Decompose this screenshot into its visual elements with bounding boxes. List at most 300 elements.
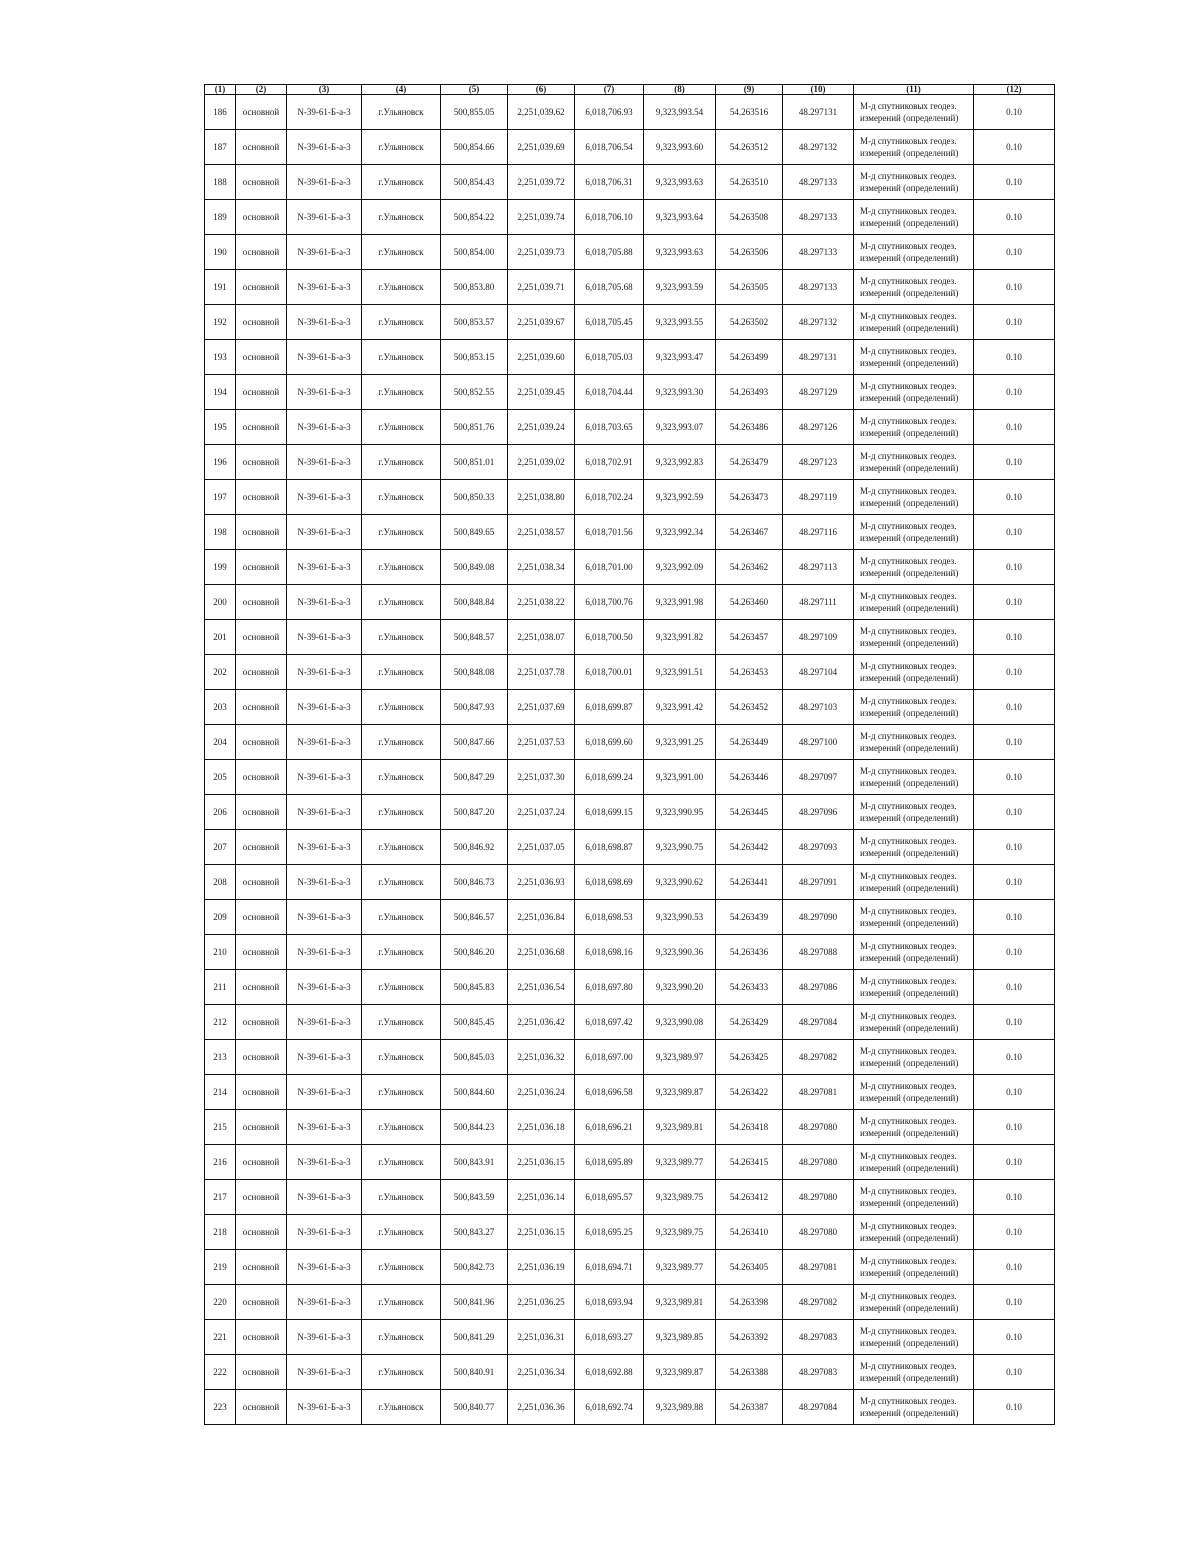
col-accuracy-cell: 0.10 (974, 1005, 1055, 1040)
col-x-cell: 500,847.29 (441, 760, 508, 795)
col-sheet-cell: N-39-61-Б-а-3 (287, 760, 362, 795)
col-point-number-cell: 209 (205, 900, 236, 935)
col-x2-cell: 6,018,700.76 (575, 585, 644, 620)
col-x-cell: 500,849.65 (441, 515, 508, 550)
col-latitude-cell: 54.263516 (716, 95, 783, 130)
col-type-cell: основной (236, 1110, 287, 1145)
col-type-cell: основной (236, 515, 287, 550)
table-row (205, 970, 1055, 1005)
col-point-number-cell: 206 (205, 795, 236, 830)
col-type-cell: основной (236, 550, 287, 585)
col-sheet-cell: N-39-61-Б-а-3 (287, 585, 362, 620)
col-x2-cell: 6,018,697.42 (575, 1005, 644, 1040)
col-longitude-cell: 48.297088 (783, 935, 854, 970)
col-latitude-cell: 54.263493 (716, 375, 783, 410)
col-point-number-cell: 216 (205, 1145, 236, 1180)
col-latitude-cell: 54.263467 (716, 515, 783, 550)
col-locality-cell: г.Ульяновск (362, 480, 441, 515)
col-point-number-cell: 208 (205, 865, 236, 900)
col-latitude-cell: 54.263442 (716, 830, 783, 865)
col-latitude-cell: 54.263441 (716, 865, 783, 900)
table-row (205, 130, 1055, 165)
col-y-cell: 2,251,036.15 (508, 1215, 575, 1250)
col-point-number-cell: 213 (205, 1040, 236, 1075)
col-locality-cell: г.Ульяновск (362, 130, 441, 165)
col-locality-cell: г.Ульяновск (362, 375, 441, 410)
col-sheet-cell: N-39-61-Б-а-3 (287, 1040, 362, 1075)
table-row (205, 375, 1055, 410)
col-type-cell: основной (236, 375, 287, 410)
col-accuracy-cell: 0.10 (974, 165, 1055, 200)
col-x2-cell: 6,018,701.56 (575, 515, 644, 550)
col-point-number-cell: 223 (205, 1390, 236, 1425)
table-row (205, 655, 1055, 690)
col-locality-cell: г.Ульяновск (362, 970, 441, 1005)
table-row (205, 1390, 1055, 1425)
col-y2-cell: 9,323,989.77 (644, 1145, 716, 1180)
col-x-cell: 500,840.77 (441, 1390, 508, 1425)
col-point-number-cell: 222 (205, 1355, 236, 1390)
col-method-cell: М-д спутниковых геодез. измерений (определений) (854, 1250, 974, 1285)
col-accuracy-cell: 0.10 (974, 900, 1055, 935)
col-longitude-cell: 48.297090 (783, 900, 854, 935)
col-accuracy-cell: 0.10 (974, 410, 1055, 445)
col-longitude-cell: 48.297100 (783, 725, 854, 760)
col-accuracy-cell: 0.10 (974, 655, 1055, 690)
col-type-cell: основной (236, 1145, 287, 1180)
col-y-cell: 2,251,038.34 (508, 550, 575, 585)
col-accuracy-cell: 0.10 (974, 1355, 1055, 1390)
col-locality-cell: г.Ульяновск (362, 200, 441, 235)
col-x-cell: 500,841.29 (441, 1320, 508, 1355)
table-row (205, 515, 1055, 550)
col-locality-cell: г.Ульяновск (362, 410, 441, 445)
col-type-cell: основной (236, 795, 287, 830)
col-x2-cell: 6,018,692.88 (575, 1355, 644, 1390)
col-accuracy-cell: 0.10 (974, 1110, 1055, 1145)
col-point-number-cell: 215 (205, 1110, 236, 1145)
col-sheet-cell: N-39-61-Б-а-3 (287, 725, 362, 760)
col-method-cell: М-д спутниковых геодез. измерений (определений) (854, 445, 974, 480)
col-method-cell: М-д спутниковых геодез. измерений (определений) (854, 1005, 974, 1040)
col-y2-cell: 9,323,992.09 (644, 550, 716, 585)
col-y-cell: 2,251,039.69 (508, 130, 575, 165)
col-y2-cell: 9,323,989.85 (644, 1320, 716, 1355)
col-y2-cell: 9,323,990.62 (644, 865, 716, 900)
col-method-cell: М-д спутниковых геодез. измерений (определений) (854, 340, 974, 375)
col-y2-cell: 9,323,993.07 (644, 410, 716, 445)
col-x-cell: 500,840.91 (441, 1355, 508, 1390)
col-type-cell: основной (236, 1250, 287, 1285)
col-sheet-cell: N-39-61-Б-а-3 (287, 200, 362, 235)
col-locality-cell: г.Ульяновск (362, 1145, 441, 1180)
col-x-cell: 500,843.59 (441, 1180, 508, 1215)
table-row (205, 690, 1055, 725)
col-method-cell: М-д спутниковых геодез. измерений (определений) (854, 235, 974, 270)
col-x-cell: 500,846.20 (441, 935, 508, 970)
col-x-cell: 500,854.43 (441, 165, 508, 200)
col-type-cell: основной (236, 130, 287, 165)
col-point-number-header: (1) (205, 85, 236, 95)
col-point-number-cell: 210 (205, 935, 236, 970)
col-accuracy-cell: 0.10 (974, 760, 1055, 795)
col-sheet-cell: N-39-61-Б-а-3 (287, 935, 362, 970)
col-method-cell: М-д спутниковых геодез. измерений (определений) (854, 480, 974, 515)
col-latitude-cell: 54.263425 (716, 1040, 783, 1075)
col-locality-cell: г.Ульяновск (362, 935, 441, 970)
col-locality-cell: г.Ульяновск (362, 1285, 441, 1320)
col-accuracy-cell: 0.10 (974, 480, 1055, 515)
col-x2-cell: 6,018,699.15 (575, 795, 644, 830)
col-longitude-cell: 48.297129 (783, 375, 854, 410)
col-point-number-cell: 190 (205, 235, 236, 270)
col-accuracy-cell: 0.10 (974, 550, 1055, 585)
col-y2-cell: 9,323,990.08 (644, 1005, 716, 1040)
coordinates-table (204, 84, 1055, 1425)
col-x2-cell: 6,018,706.10 (575, 200, 644, 235)
col-latitude-cell: 54.263512 (716, 130, 783, 165)
col-x-cell: 500,848.84 (441, 585, 508, 620)
col-accuracy-cell: 0.10 (974, 795, 1055, 830)
col-x-cell: 500,844.60 (441, 1075, 508, 1110)
col-latitude-cell: 54.263486 (716, 410, 783, 445)
col-method-header: (11) (854, 85, 974, 95)
col-locality-cell: г.Ульяновск (362, 620, 441, 655)
col-y-cell: 2,251,036.24 (508, 1075, 575, 1110)
col-sheet-cell: N-39-61-Б-а-3 (287, 340, 362, 375)
col-latitude-cell: 54.263457 (716, 620, 783, 655)
col-longitude-cell: 48.297080 (783, 1180, 854, 1215)
col-y2-header: (8) (644, 85, 716, 95)
col-y-cell: 2,251,039.02 (508, 445, 575, 480)
col-longitude-cell: 48.297093 (783, 830, 854, 865)
col-y-cell: 2,251,039.24 (508, 410, 575, 445)
col-type-cell: основной (236, 1180, 287, 1215)
col-sheet-cell: N-39-61-Б-а-3 (287, 865, 362, 900)
col-type-header: (2) (236, 85, 287, 95)
col-locality-cell: г.Ульяновск (362, 235, 441, 270)
col-y-cell: 2,251,037.53 (508, 725, 575, 760)
col-x2-cell: 6,018,698.53 (575, 900, 644, 935)
col-y2-cell: 9,323,993.55 (644, 305, 716, 340)
col-locality-cell: г.Ульяновск (362, 725, 441, 760)
col-y-cell: 2,251,039.62 (508, 95, 575, 130)
col-y2-cell: 9,323,992.59 (644, 480, 716, 515)
col-method-cell: М-д спутниковых геодез. измерений (определений) (854, 690, 974, 725)
col-sheet-cell: N-39-61-Б-а-3 (287, 1355, 362, 1390)
col-y2-cell: 9,323,989.77 (644, 1250, 716, 1285)
col-latitude-cell: 54.263499 (716, 340, 783, 375)
col-sheet-cell: N-39-61-Б-а-3 (287, 690, 362, 725)
col-latitude-cell: 54.263446 (716, 760, 783, 795)
col-accuracy-cell: 0.10 (974, 375, 1055, 410)
col-point-number-cell: 192 (205, 305, 236, 340)
col-latitude-cell: 54.263412 (716, 1180, 783, 1215)
col-method-cell: М-д спутниковых геодез. измерений (определений) (854, 550, 974, 585)
col-y-cell: 2,251,036.18 (508, 1110, 575, 1145)
col-x-cell: 500,854.22 (441, 200, 508, 235)
col-x2-cell: 6,018,702.24 (575, 480, 644, 515)
col-x2-cell: 6,018,698.87 (575, 830, 644, 865)
col-point-number-cell: 220 (205, 1285, 236, 1320)
table-row (205, 795, 1055, 830)
col-point-number-cell: 221 (205, 1320, 236, 1355)
table-row (205, 165, 1055, 200)
col-latitude-cell: 54.263388 (716, 1355, 783, 1390)
col-longitude-cell: 48.297111 (783, 585, 854, 620)
col-locality-cell: г.Ульяновск (362, 550, 441, 585)
col-sheet-cell: N-39-61-Б-а-3 (287, 1075, 362, 1110)
col-type-cell: основной (236, 1285, 287, 1320)
col-sheet-cell: N-39-61-Б-а-3 (287, 1145, 362, 1180)
table-row (205, 620, 1055, 655)
col-accuracy-cell: 0.10 (974, 620, 1055, 655)
col-longitude-cell: 48.297123 (783, 445, 854, 480)
col-x-header: (5) (441, 85, 508, 95)
table-row (205, 760, 1055, 795)
col-locality-cell: г.Ульяновск (362, 1320, 441, 1355)
table-row (205, 1110, 1055, 1145)
table-row (205, 900, 1055, 935)
col-accuracy-cell: 0.10 (974, 305, 1055, 340)
col-accuracy-cell: 0.10 (974, 1040, 1055, 1075)
col-type-cell: основной (236, 340, 287, 375)
col-x-cell: 500,842.73 (441, 1250, 508, 1285)
col-y-cell: 2,251,038.07 (508, 620, 575, 655)
col-accuracy-cell: 0.10 (974, 690, 1055, 725)
col-longitude-cell: 48.297080 (783, 1110, 854, 1145)
col-sheet-cell: N-39-61-Б-а-3 (287, 165, 362, 200)
col-locality-cell: г.Ульяновск (362, 340, 441, 375)
col-method-cell: М-д спутниковых геодез. измерений (определений) (854, 865, 974, 900)
col-type-cell: основной (236, 865, 287, 900)
col-y-cell: 2,251,038.22 (508, 585, 575, 620)
col-x2-cell: 6,018,703.65 (575, 410, 644, 445)
col-point-number-cell: 188 (205, 165, 236, 200)
col-sheet-cell: N-39-61-Б-а-3 (287, 1110, 362, 1145)
table-row (205, 235, 1055, 270)
col-type-cell: основной (236, 1390, 287, 1425)
col-point-number-cell: 199 (205, 550, 236, 585)
col-type-cell: основной (236, 585, 287, 620)
col-y2-cell: 9,323,991.98 (644, 585, 716, 620)
col-method-cell: М-д спутниковых геодез. измерений (определений) (854, 1355, 974, 1390)
col-sheet-cell: N-39-61-Б-а-3 (287, 1285, 362, 1320)
col-longitude-cell: 48.297091 (783, 865, 854, 900)
col-y-cell: 2,251,036.93 (508, 865, 575, 900)
col-longitude-cell: 48.297132 (783, 305, 854, 340)
col-method-cell: М-д спутниковых геодез. измерений (определений) (854, 1075, 974, 1110)
col-point-number-cell: 195 (205, 410, 236, 445)
col-y2-cell: 9,323,991.51 (644, 655, 716, 690)
col-latitude-cell: 54.263505 (716, 270, 783, 305)
col-longitude-cell: 48.297131 (783, 340, 854, 375)
col-y2-cell: 9,323,993.63 (644, 235, 716, 270)
col-method-cell: М-д спутниковых геодез. измерений (определений) (854, 760, 974, 795)
col-y-cell: 2,251,036.84 (508, 900, 575, 935)
col-longitude-cell: 48.297131 (783, 95, 854, 130)
col-sheet-cell: N-39-61-Б-а-3 (287, 1005, 362, 1040)
table-row (205, 830, 1055, 865)
col-y2-cell: 9,323,990.95 (644, 795, 716, 830)
col-latitude-cell: 54.263436 (716, 935, 783, 970)
table-row (205, 270, 1055, 305)
col-y2-cell: 9,323,989.75 (644, 1215, 716, 1250)
col-x-cell: 500,851.01 (441, 445, 508, 480)
col-accuracy-cell: 0.10 (974, 340, 1055, 375)
col-longitude-cell: 48.297133 (783, 165, 854, 200)
table-header (205, 85, 1055, 95)
col-accuracy-header: (12) (974, 85, 1055, 95)
col-locality-cell: г.Ульяновск (362, 865, 441, 900)
col-y-cell: 2,251,036.14 (508, 1180, 575, 1215)
col-x-cell: 500,847.93 (441, 690, 508, 725)
col-x-cell: 500,853.15 (441, 340, 508, 375)
col-type-cell: основной (236, 1320, 287, 1355)
col-type-cell: основной (236, 410, 287, 445)
col-y-cell: 2,251,037.24 (508, 795, 575, 830)
col-accuracy-cell: 0.10 (974, 1285, 1055, 1320)
col-latitude-cell: 54.263410 (716, 1215, 783, 1250)
table-row (205, 550, 1055, 585)
col-y2-cell: 9,323,990.53 (644, 900, 716, 935)
col-accuracy-cell: 0.10 (974, 95, 1055, 130)
table-row (205, 1320, 1055, 1355)
col-longitude-cell: 48.297126 (783, 410, 854, 445)
col-point-number-cell: 194 (205, 375, 236, 410)
col-longitude-cell: 48.297119 (783, 480, 854, 515)
col-latitude-cell: 54.263502 (716, 305, 783, 340)
col-type-cell: основной (236, 445, 287, 480)
col-locality-cell: г.Ульяновск (362, 305, 441, 340)
col-y-cell: 2,251,036.25 (508, 1285, 575, 1320)
col-accuracy-cell: 0.10 (974, 935, 1055, 970)
col-x-cell: 500,845.03 (441, 1040, 508, 1075)
col-x2-cell: 6,018,700.50 (575, 620, 644, 655)
col-latitude-cell: 54.263392 (716, 1320, 783, 1355)
col-longitude-header: (10) (783, 85, 854, 95)
col-y2-cell: 9,323,989.81 (644, 1285, 716, 1320)
col-method-cell: М-д спутниковых геодез. измерений (определений) (854, 515, 974, 550)
col-accuracy-cell: 0.10 (974, 1180, 1055, 1215)
col-y2-cell: 9,323,992.83 (644, 445, 716, 480)
col-x2-cell: 6,018,697.00 (575, 1040, 644, 1075)
col-locality-cell: г.Ульяновск (362, 445, 441, 480)
col-locality-cell: г.Ульяновск (362, 1110, 441, 1145)
col-x-cell: 500,849.08 (441, 550, 508, 585)
col-type-cell: основной (236, 620, 287, 655)
col-x2-cell: 6,018,693.94 (575, 1285, 644, 1320)
col-type-cell: основной (236, 200, 287, 235)
col-x-cell: 500,845.83 (441, 970, 508, 1005)
col-sheet-cell: N-39-61-Б-а-3 (287, 795, 362, 830)
col-type-cell: основной (236, 725, 287, 760)
col-locality-cell: г.Ульяновск (362, 690, 441, 725)
col-method-cell: М-д спутниковых геодез. измерений (определений) (854, 305, 974, 340)
col-type-cell: основной (236, 1355, 287, 1390)
col-point-number-cell: 189 (205, 200, 236, 235)
col-x2-header: (7) (575, 85, 644, 95)
table-row (205, 1250, 1055, 1285)
table-row (205, 480, 1055, 515)
col-y2-cell: 9,323,993.59 (644, 270, 716, 305)
col-x-cell: 500,843.91 (441, 1145, 508, 1180)
col-point-number-cell: 205 (205, 760, 236, 795)
table-row (205, 1285, 1055, 1320)
col-sheet-cell: N-39-61-Б-а-3 (287, 515, 362, 550)
col-sheet-cell: N-39-61-Б-а-3 (287, 830, 362, 865)
col-y2-cell: 9,323,989.81 (644, 1110, 716, 1145)
col-sheet-cell: N-39-61-Б-а-3 (287, 1180, 362, 1215)
col-x2-cell: 6,018,700.01 (575, 655, 644, 690)
col-y2-cell: 9,323,991.82 (644, 620, 716, 655)
col-longitude-cell: 48.297096 (783, 795, 854, 830)
col-type-cell: основной (236, 970, 287, 1005)
col-locality-cell: г.Ульяновск (362, 1005, 441, 1040)
col-y-cell: 2,251,038.80 (508, 480, 575, 515)
col-accuracy-cell: 0.10 (974, 1320, 1055, 1355)
col-point-number-cell: 200 (205, 585, 236, 620)
col-latitude-cell: 54.263415 (716, 1145, 783, 1180)
col-point-number-cell: 214 (205, 1075, 236, 1110)
col-latitude-cell: 54.263439 (716, 900, 783, 935)
table-body (205, 95, 1055, 1425)
col-x-cell: 500,845.45 (441, 1005, 508, 1040)
col-latitude-cell: 54.263422 (716, 1075, 783, 1110)
col-sheet-cell: N-39-61-Б-а-3 (287, 130, 362, 165)
col-x2-cell: 6,018,696.58 (575, 1075, 644, 1110)
col-accuracy-cell: 0.10 (974, 725, 1055, 760)
col-x2-cell: 6,018,705.88 (575, 235, 644, 270)
col-sheet-cell: N-39-61-Б-а-3 (287, 235, 362, 270)
col-y-cell: 2,251,039.74 (508, 200, 575, 235)
col-x2-cell: 6,018,695.25 (575, 1215, 644, 1250)
col-x-cell: 500,846.92 (441, 830, 508, 865)
col-y-cell: 2,251,036.36 (508, 1390, 575, 1425)
col-y-cell: 2,251,037.69 (508, 690, 575, 725)
col-type-cell: основной (236, 480, 287, 515)
col-latitude-cell: 54.263405 (716, 1250, 783, 1285)
col-y-header: (6) (508, 85, 575, 95)
table-row (205, 1005, 1055, 1040)
col-longitude-cell: 48.297086 (783, 970, 854, 1005)
col-y-cell: 2,251,037.30 (508, 760, 575, 795)
table-row (205, 410, 1055, 445)
col-locality-cell: г.Ульяновск (362, 760, 441, 795)
col-locality-cell: г.Ульяновск (362, 1215, 441, 1250)
col-method-cell: М-д спутниковых геодез. измерений (определений) (854, 1285, 974, 1320)
col-longitude-cell: 48.297116 (783, 515, 854, 550)
col-y2-cell: 9,323,993.60 (644, 130, 716, 165)
col-y2-cell: 9,323,993.64 (644, 200, 716, 235)
col-method-cell: М-д спутниковых геодез. измерений (определений) (854, 1180, 974, 1215)
col-sheet-cell: N-39-61-Б-а-3 (287, 445, 362, 480)
col-x-cell: 500,852.55 (441, 375, 508, 410)
col-x2-cell: 6,018,698.69 (575, 865, 644, 900)
col-y-cell: 2,251,038.57 (508, 515, 575, 550)
col-y-cell: 2,251,036.15 (508, 1145, 575, 1180)
col-method-cell: М-д спутниковых геодез. измерений (определений) (854, 1110, 974, 1145)
col-latitude-cell: 54.263452 (716, 690, 783, 725)
col-sheet-cell: N-39-61-Б-а-3 (287, 1215, 362, 1250)
col-x-cell: 500,853.80 (441, 270, 508, 305)
col-accuracy-cell: 0.10 (974, 445, 1055, 480)
col-sheet-cell: N-39-61-Б-а-3 (287, 305, 362, 340)
col-accuracy-cell: 0.10 (974, 235, 1055, 270)
col-method-cell: М-д спутниковых геодез. измерений (определений) (854, 1390, 974, 1425)
col-point-number-cell: 198 (205, 515, 236, 550)
col-point-number-cell: 191 (205, 270, 236, 305)
